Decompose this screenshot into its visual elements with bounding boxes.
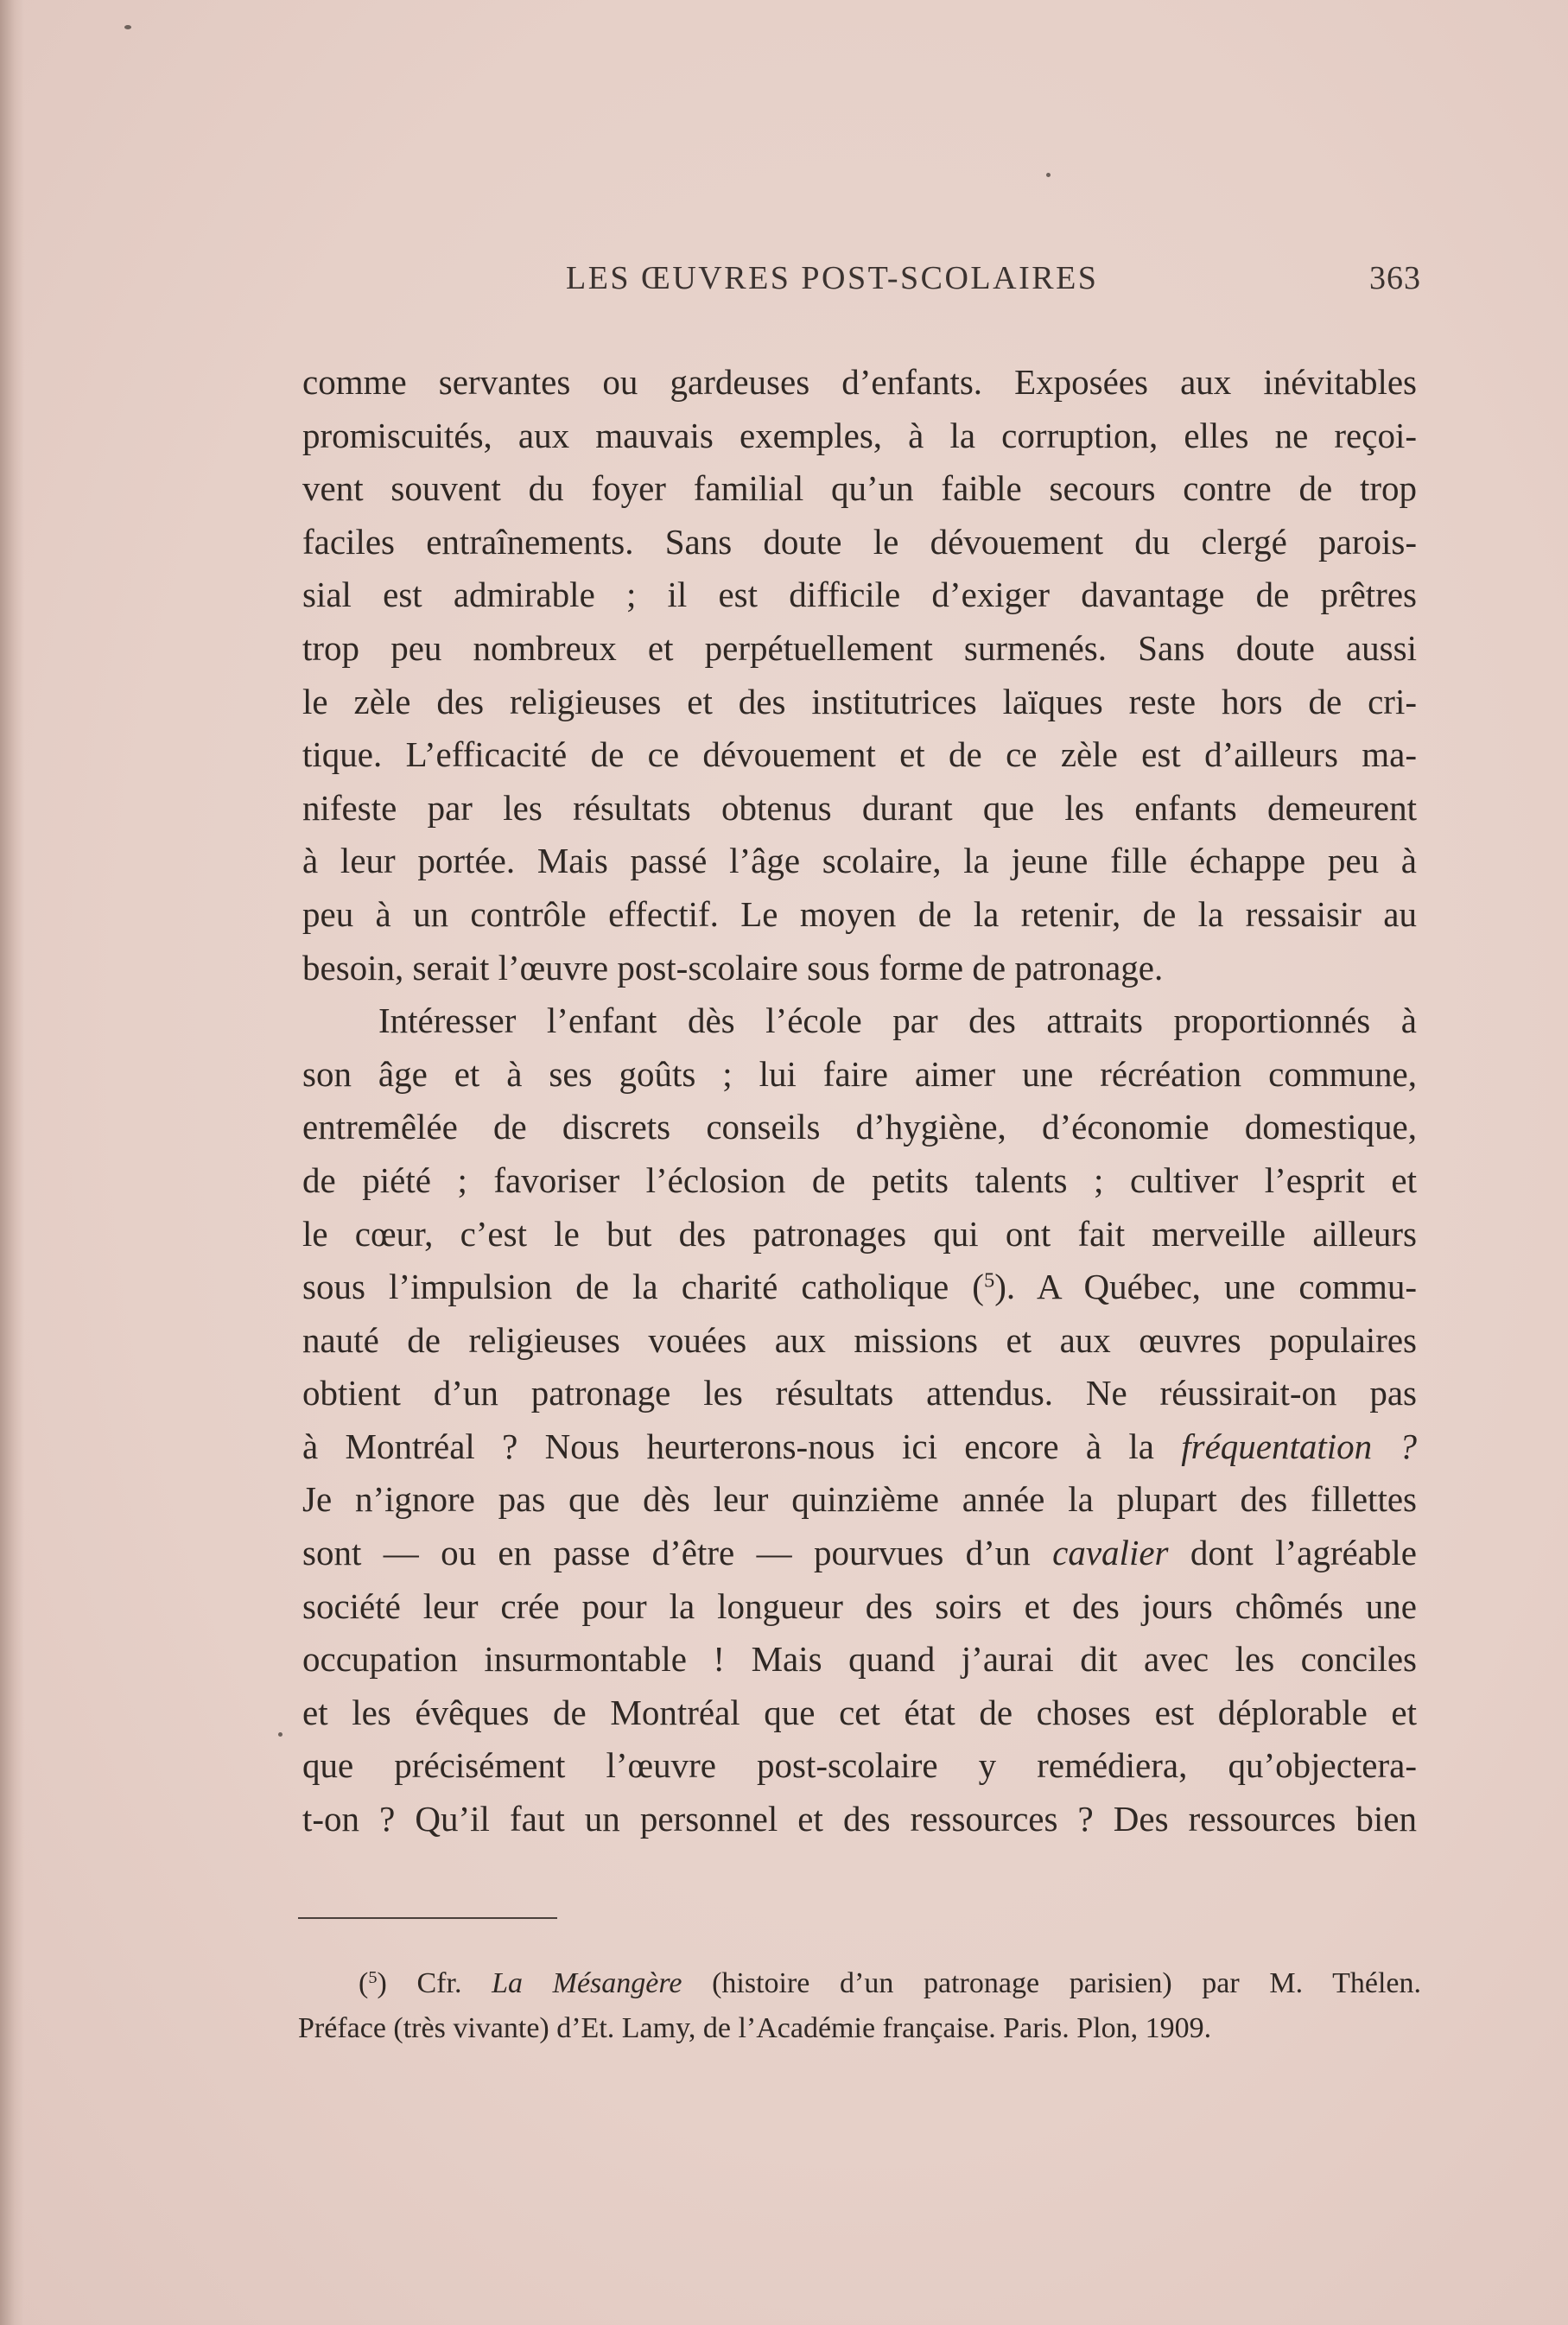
text-span: sous l’impulsion de la charité catholique ( bbox=[302, 1267, 984, 1307]
footnotes bbox=[298, 1961, 1421, 2051]
text-line: comme servantes ou gardeuses d’enfants. Exposées aux inévitables bbox=[302, 362, 1417, 402]
text-span: ( bbox=[359, 1967, 369, 1999]
text-line: promiscuités, aux mauvais exemples, à la corruption, elles ne reçoi- bbox=[302, 415, 1417, 455]
text-line: sial est admirable ; il est difficile d’exiger davantage de prêtres bbox=[302, 575, 1417, 615]
text-line: Intéresser l’enfant dès l’école par des attraits proportionnés à bbox=[378, 1001, 1417, 1041]
text-line bbox=[302, 1261, 1417, 1314]
text-span: sont — ou en passe d’être — pourvues d’un bbox=[302, 1533, 1053, 1573]
text-line: le cœur, c’est le but des patronages qui ont fait merveille ailleurs bbox=[302, 1213, 1417, 1254]
italic-title: La Mésangère bbox=[492, 1967, 682, 1999]
text-line: faciles entraînements. Sans doute le dévouement du clergé parois- bbox=[302, 521, 1417, 562]
page-spine-shadow bbox=[0, 0, 24, 2325]
text-line: occupation insurmontable ! Mais quand j’aurai dit avec les conciles bbox=[302, 1639, 1417, 1680]
text-line bbox=[302, 1420, 1417, 1474]
footnote-line bbox=[298, 1961, 1421, 2006]
footnote-line: Préface (très vivante) d’Et. Lamy, de l’Académie française. Paris. Plon, 1909. bbox=[298, 2012, 1212, 2044]
footnote-separator bbox=[298, 1917, 557, 1919]
italic-term: cavalier bbox=[1052, 1533, 1169, 1573]
text-span: dont l’agréable bbox=[1168, 1533, 1417, 1573]
running-header bbox=[302, 259, 1421, 302]
text-span: ) Cfr. bbox=[377, 1967, 492, 1999]
text-line: nifeste par les résultats obtenus durant que les enfants demeurent bbox=[302, 787, 1417, 828]
text-line: nauté de religieuses vouées aux missions et aux œuvres populaires bbox=[302, 1319, 1417, 1360]
text-line: peu à un contrôle effectif. Le moyen de la retenir, de la ressaisir au bbox=[302, 893, 1417, 934]
paragraph-1 bbox=[302, 356, 1417, 994]
text-line: le zèle des religieuses et des institutrices laïques reste hors de cri- bbox=[302, 681, 1417, 721]
text-line bbox=[302, 1527, 1417, 1580]
print-speck bbox=[124, 25, 131, 29]
text-line: t-on ? Qu’il faut un personnel et des ressources ? Des ressources bien bbox=[302, 1799, 1417, 1839]
text-line: obtient d’un patronage les résultats attendus. Ne réussirait-on pas bbox=[302, 1373, 1417, 1413]
text-line: à leur portée. Mais passé l’âge scolaire, la jeune fille échappe peu à bbox=[302, 841, 1417, 881]
text-line: son âge et à ses goûts ; lui faire aimer une récréation commune, bbox=[302, 1053, 1417, 1094]
print-speck bbox=[1046, 173, 1051, 177]
text-span: à Montréal ? Nous heurterons-nous ici encore à la bbox=[302, 1426, 1182, 1466]
text-line: de piété ; favoriser l’éclosion de petits talents ; cultiver l’esprit et bbox=[302, 1159, 1417, 1200]
text-line: besoin, serait l’œuvre post-scolaire sous forme de patronage. bbox=[302, 947, 1164, 988]
text-line: tique. L’efficacité de ce dévouement et de ce zèle est d’ailleurs ma- bbox=[302, 734, 1417, 775]
body-text bbox=[302, 356, 1417, 1846]
italic-term: fréquentation ? bbox=[1181, 1426, 1417, 1466]
text-line: entremêlée de discrets conseils d’hygiène, d’économie domestique, bbox=[302, 1107, 1417, 1147]
text-span: ). A Québec, une commu- bbox=[994, 1267, 1417, 1307]
text-line: trop peu nombreux et perpétuellement surmenés. Sans doute aussi bbox=[302, 627, 1417, 668]
text-line: vent souvent du foyer familial qu’un faible secours contre de trop bbox=[302, 468, 1417, 509]
text-line: société leur crée pour la longueur des soirs et des jours chômés une bbox=[302, 1585, 1417, 1626]
running-title: LES ŒUVRES POST-SCOLAIRES bbox=[566, 260, 1099, 296]
paragraph-2 bbox=[302, 994, 1417, 1846]
footnote-reference: 5 bbox=[983, 1268, 995, 1293]
page-number: 363 bbox=[1369, 260, 1421, 296]
text-span: (histoire d’un patronage parisien) par M. Thélen. bbox=[682, 1967, 1421, 1999]
text-line: Je n’ignore pas que dès leur quinzième année la plupart des fillettes bbox=[302, 1479, 1417, 1520]
print-speck bbox=[278, 1732, 282, 1737]
text-line: et les évêques de Montréal que cet état de choses est déplorable et bbox=[302, 1692, 1417, 1732]
text-line: que précisément l’œuvre post-scolaire y remédiera, qu’objectera- bbox=[302, 1745, 1417, 1786]
footnote-marker: 5 bbox=[368, 1967, 378, 1987]
